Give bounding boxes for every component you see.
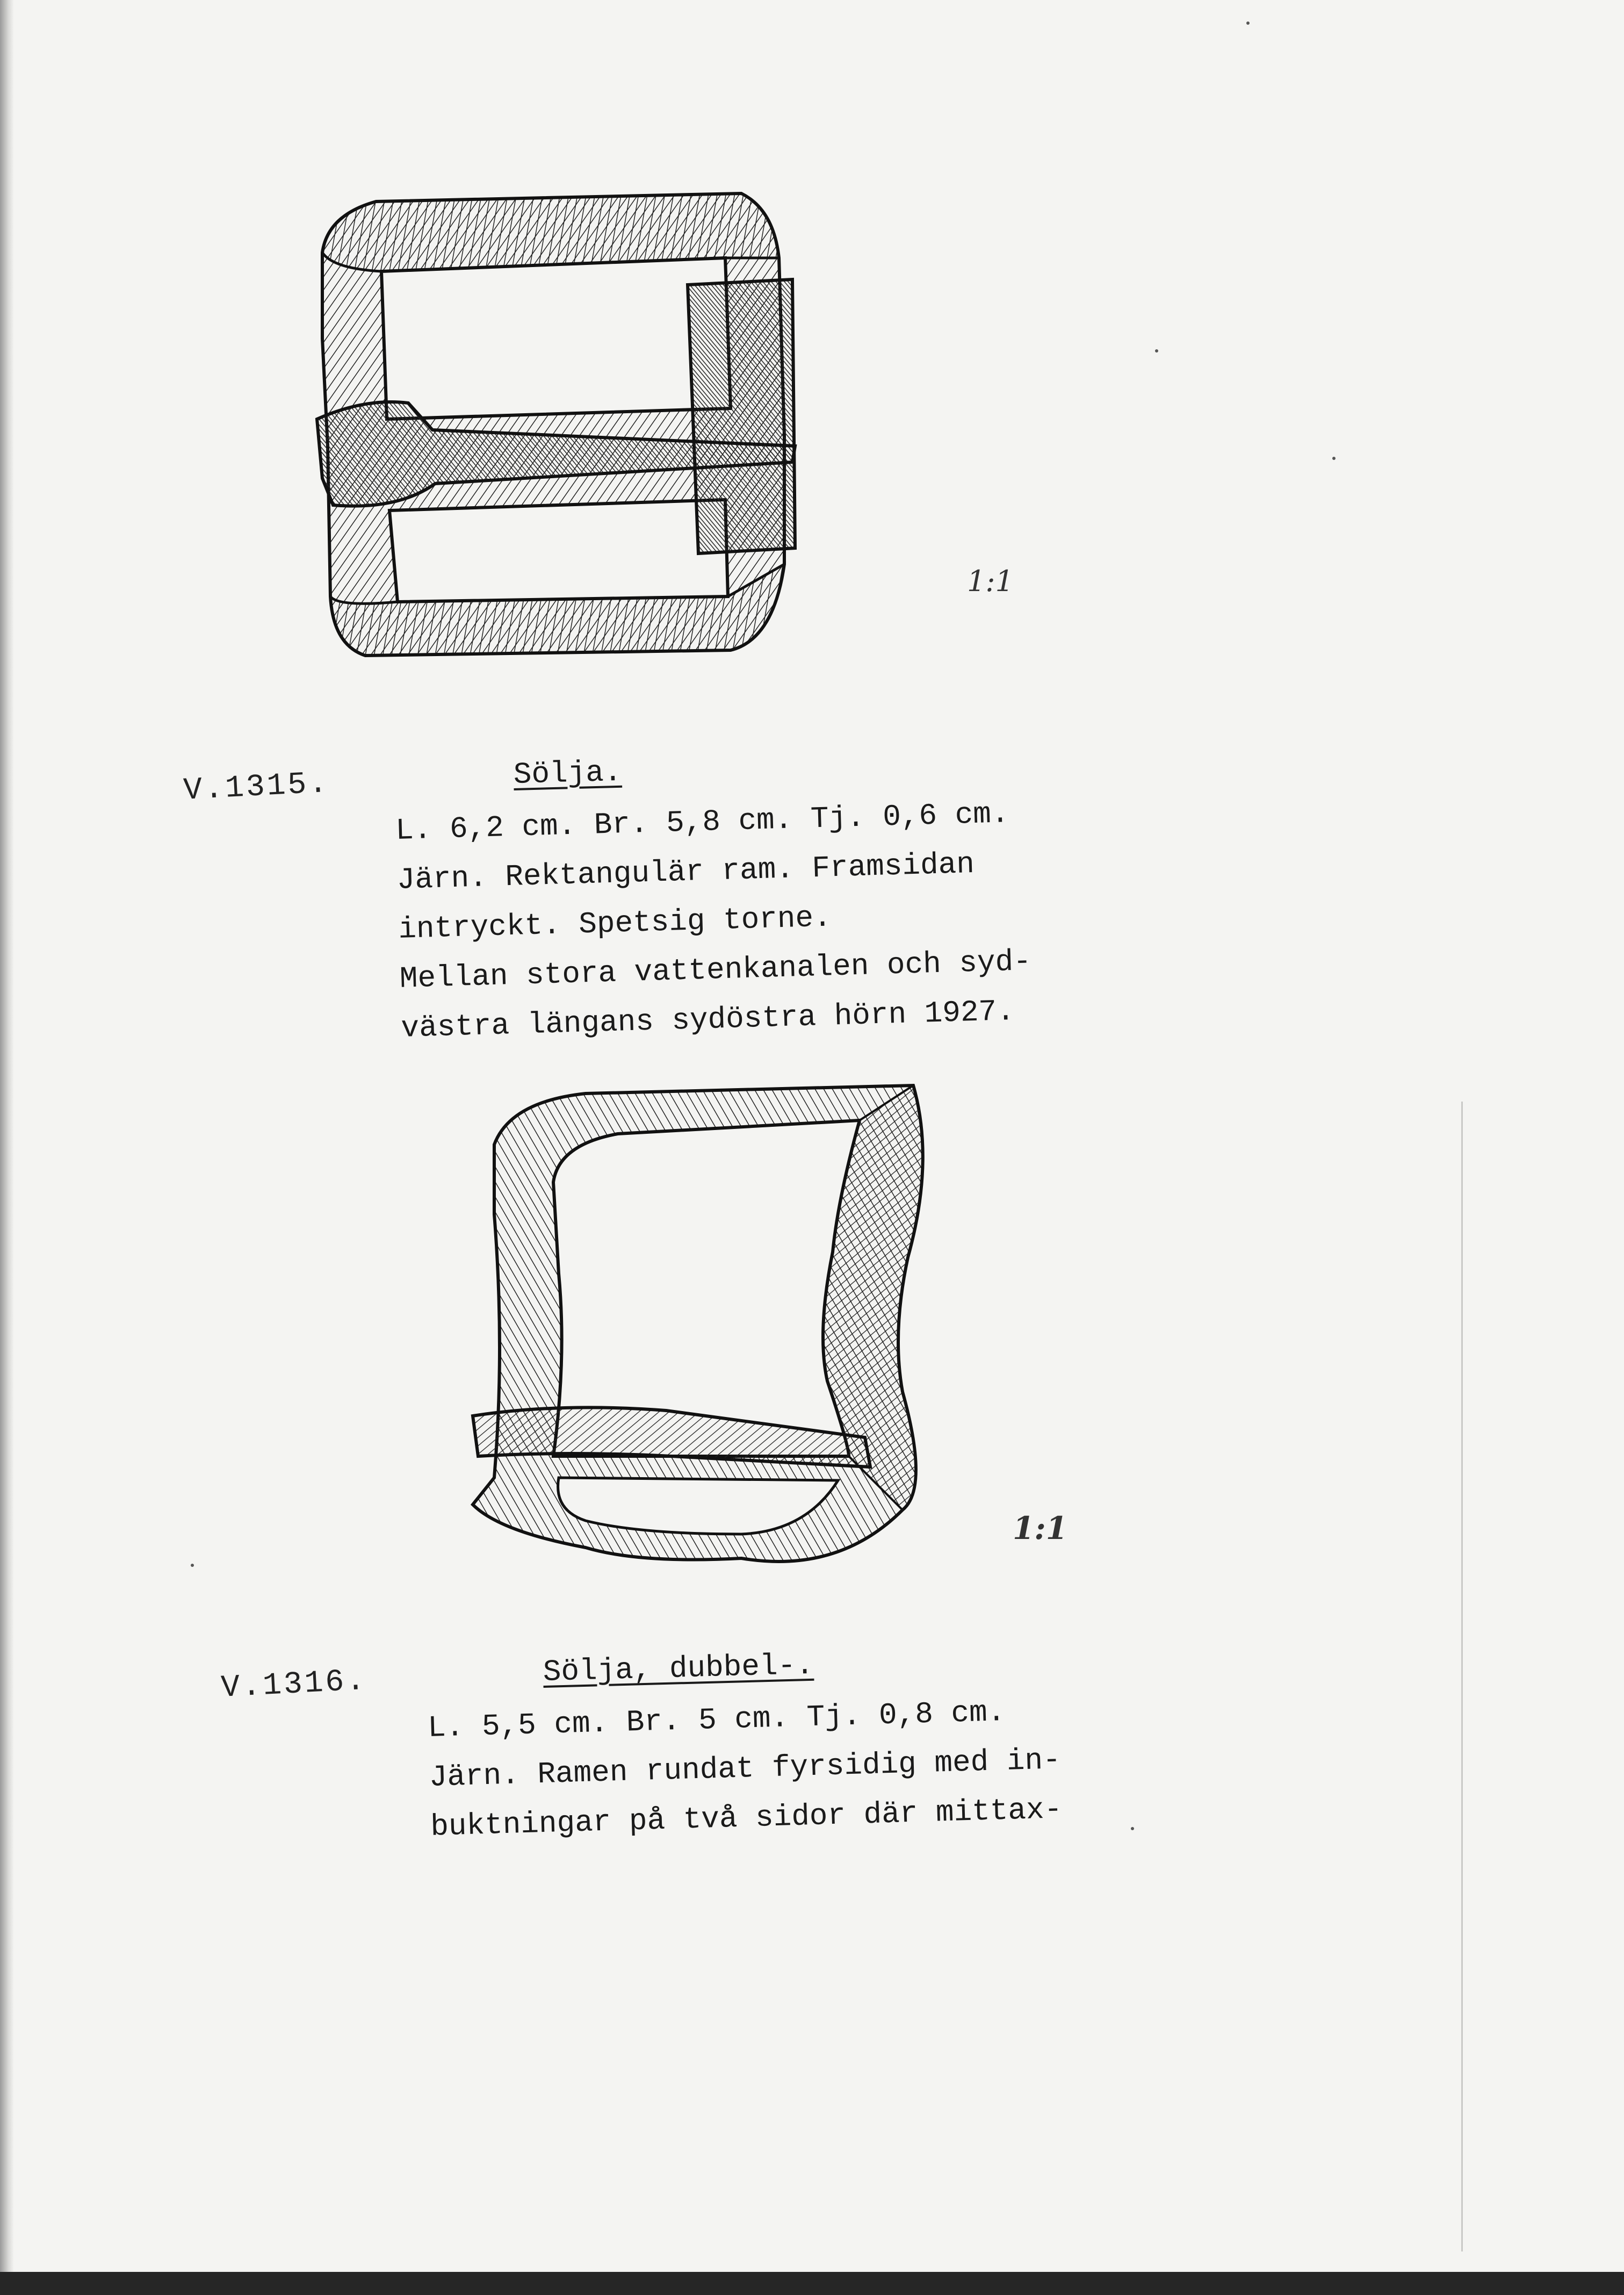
page-fold-line [1461, 1102, 1463, 2251]
description-line: Järn. Rektangulär ram. Framsidan [396, 846, 975, 897]
entry-title: Sölja. [513, 754, 623, 792]
double-buckle-rounded-frame-icon [462, 1080, 945, 1574]
scale-label: 1:1 [1013, 1510, 1068, 1546]
paper-speck [1131, 1827, 1134, 1830]
paper-speck [1246, 21, 1250, 25]
entry-title: Sölja, dubbel-. [543, 1647, 814, 1689]
page-edge-shadow [0, 2272, 1624, 2295]
description-line: L. 6,2 cm. Br. 5,8 cm. Tj. 0,6 cm. [395, 796, 1010, 848]
page-edge-shadow [0, 0, 14, 2295]
paper-speck [191, 1564, 194, 1567]
description-line: L. 5,5 cm. Br. 5 cm. Tj. 0,8 cm. [427, 1694, 1006, 1745]
rectangular-buckle-with-roller-icon [301, 177, 817, 677]
entry-description [395, 788, 1034, 1053]
entry-description [427, 1686, 1063, 1852]
description-line: västra längans sydöstra hörn 1927. [400, 994, 1015, 1046]
paper-speck [1155, 349, 1158, 352]
buckle-1316-drawing [462, 1080, 945, 1574]
description-line: Järn. Ramen rundat fyrsidig med in- [428, 1743, 1062, 1795]
description-line: Mellan stora vattenkanalen och syd- [399, 944, 1032, 996]
catalog-number: V.1315. [183, 766, 330, 809]
buckle-1315-drawing [301, 177, 817, 677]
scale-label: 1:1 [967, 564, 1014, 598]
description-line: intryckt. Spetsig torne. [398, 900, 832, 947]
catalog-number: V.1316. [220, 1663, 368, 1706]
description-line: buktningar på två sidor där mittax- [430, 1792, 1063, 1844]
paper-speck [1332, 457, 1336, 460]
